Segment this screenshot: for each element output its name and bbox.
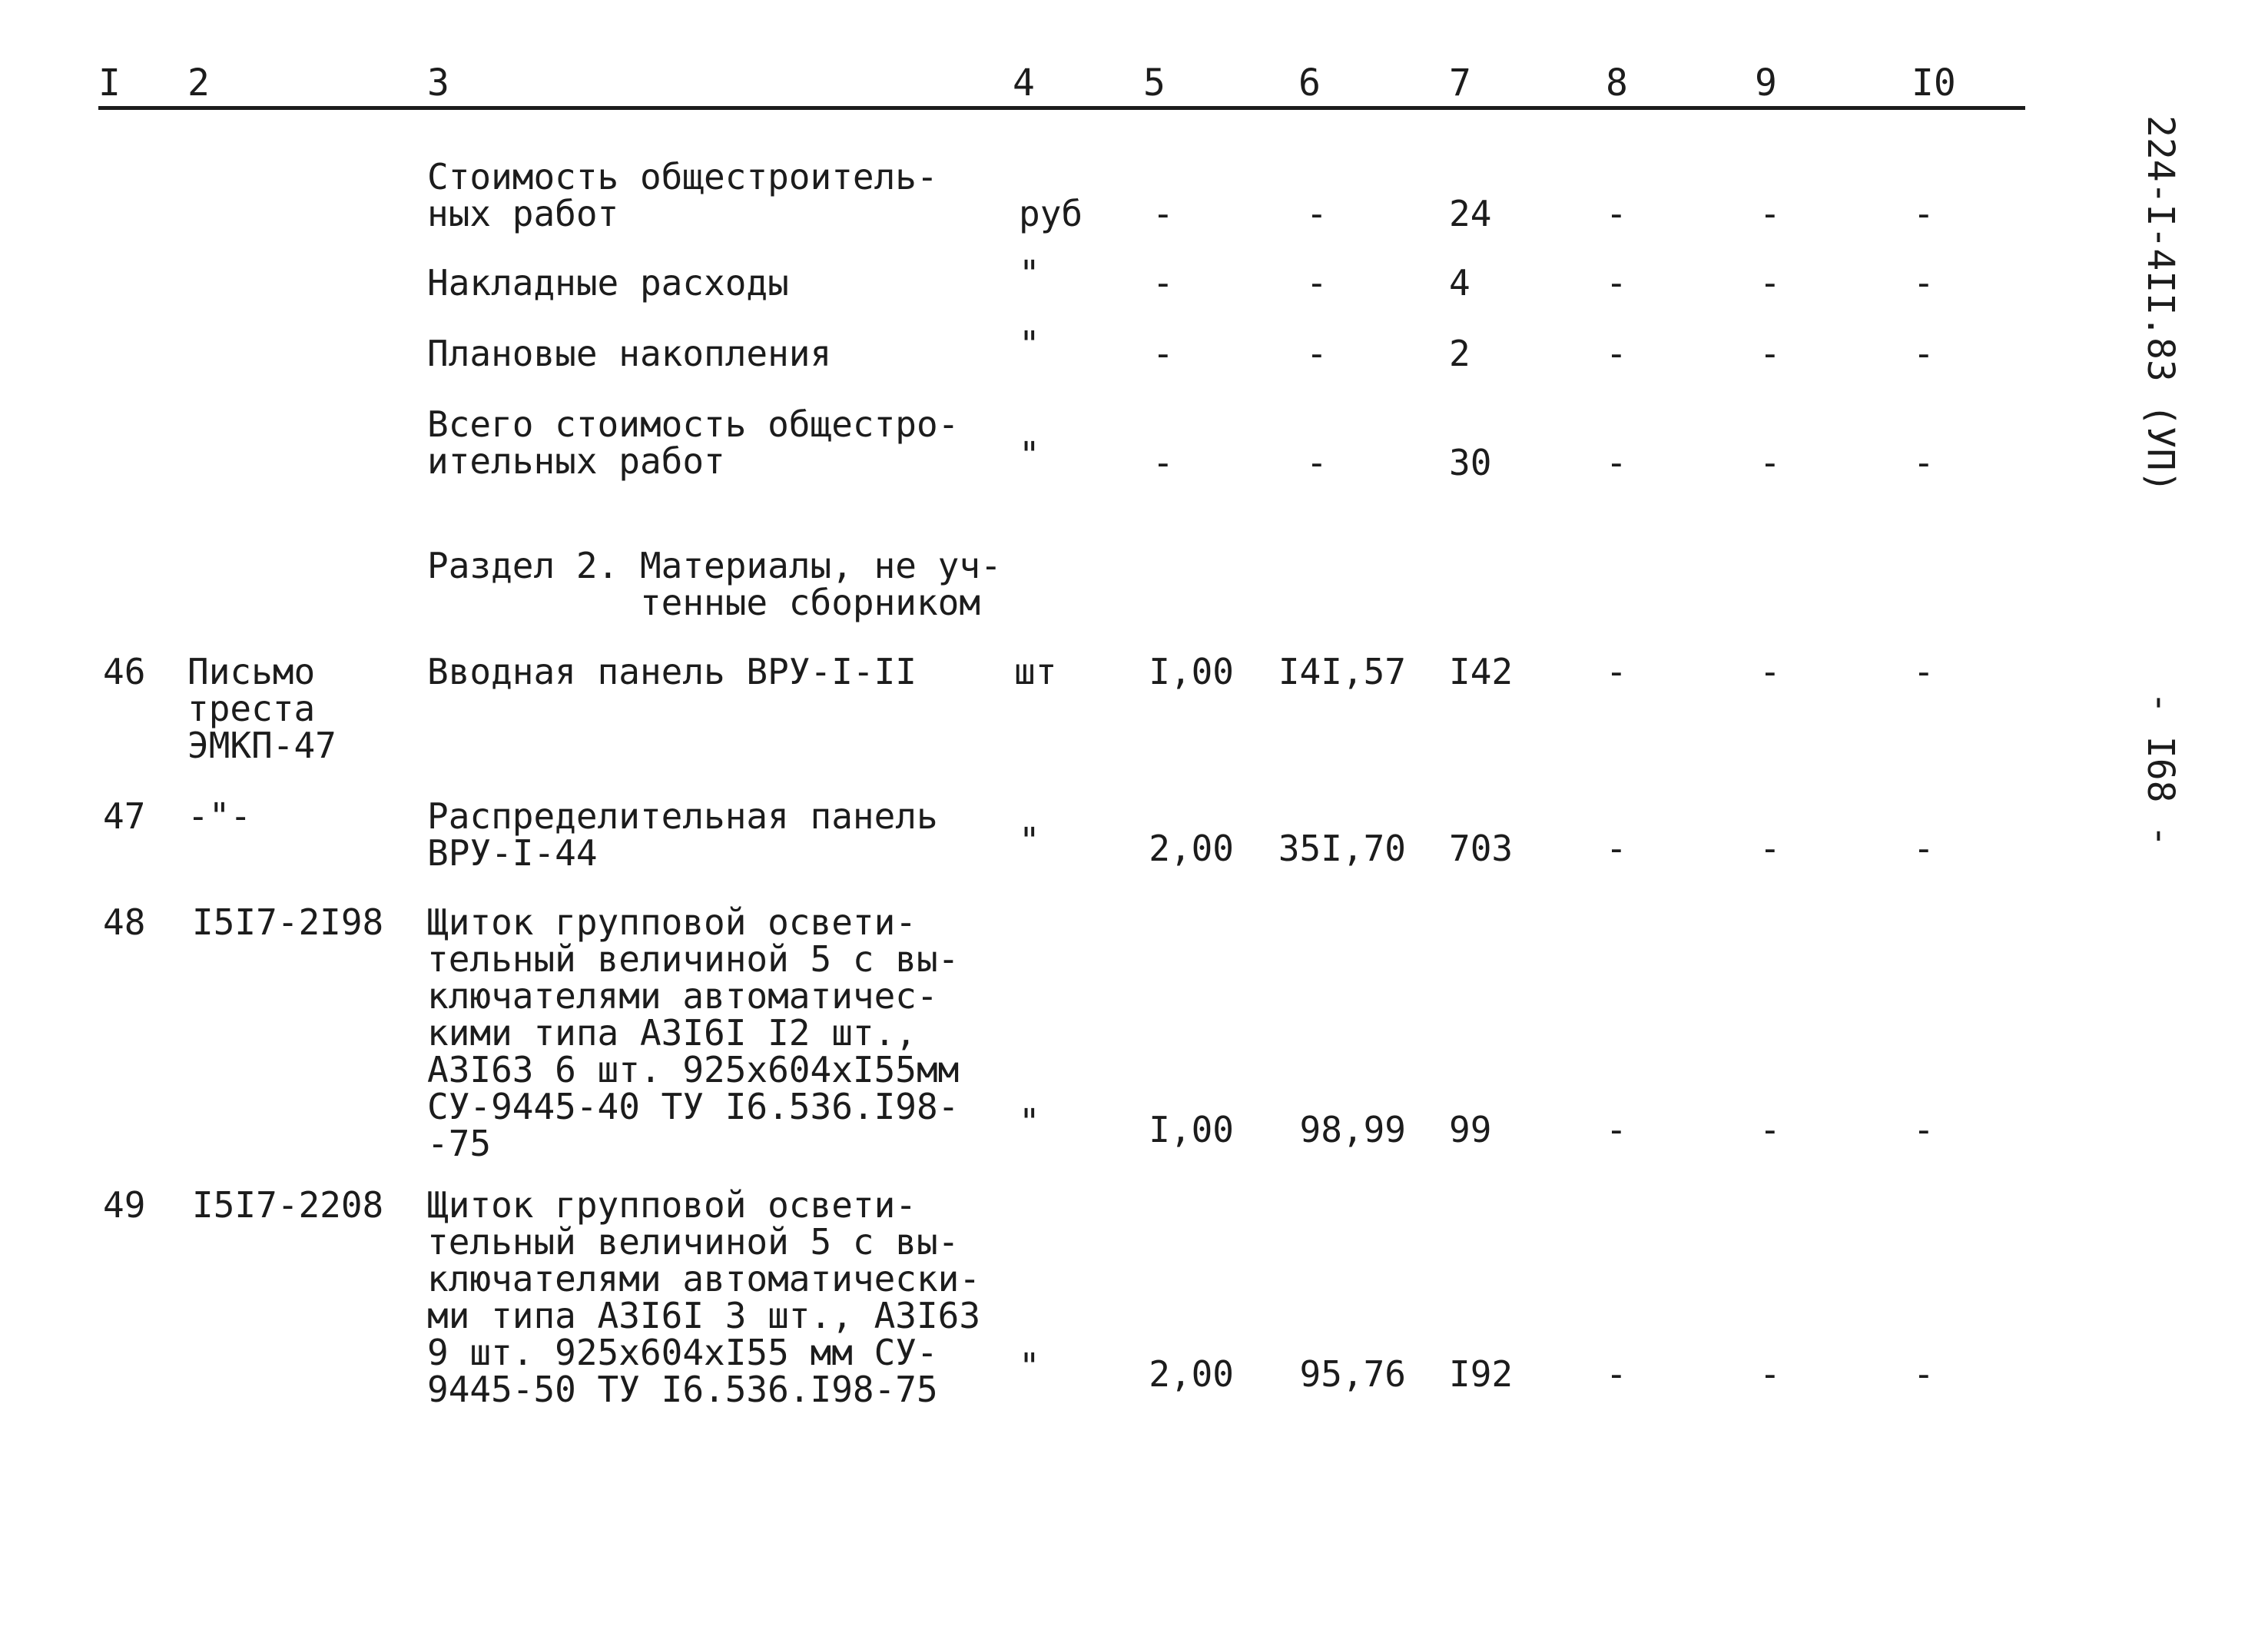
row-c5-overhead: - (1152, 262, 1174, 304)
item-48-name: Щиток групповой освети- тельный величиной 5 с вы- ключателями автоматичес- кими типа А3I6I I2 шт., А3I63 6 шт. 925х604хI55мм СУ-9445-40 ТУ I6.536.I98- -75 (427, 901, 960, 1164)
item-46-ref: Письмо треста ЭМКП-47 (187, 651, 337, 766)
row-c9-planned: - (1759, 333, 1781, 374)
column-header-4: 4 (1013, 61, 1035, 105)
item-47-c5: 2,00 (1149, 828, 1234, 869)
item-46-c9: - (1759, 651, 1781, 692)
item-49-c8: - (1606, 1353, 1627, 1395)
column-header-1: I (98, 61, 121, 105)
column-header-9: 9 (1755, 61, 1777, 105)
item-46-unit: шт (1014, 651, 1057, 692)
column-header-3: 3 (427, 61, 449, 105)
column-header-2: 2 (187, 61, 210, 105)
row-unit-planned: " (1019, 324, 1040, 365)
row-c10-planned: - (1913, 333, 1935, 374)
row-unit-total: " (1019, 434, 1040, 476)
item-46-name: Вводная панель ВРУ-I-II (427, 651, 917, 692)
row-c8-planned: - (1606, 333, 1627, 374)
row-c7-total: 30 (1449, 442, 1492, 483)
item-48-c5: I,00 (1149, 1109, 1234, 1150)
item-47-c9: - (1759, 828, 1781, 869)
row-c9-cost: - (1759, 193, 1781, 234)
row-c9-total: - (1759, 442, 1781, 483)
item-47-name: Распределительная панель ВРУ-I-44 (427, 795, 938, 874)
row-c10-overhead: - (1913, 262, 1935, 304)
item-46-no: 46 (103, 651, 146, 692)
column-header-7: 7 (1449, 61, 1471, 105)
row-c6-overhead: - (1306, 262, 1328, 304)
item-48-c10: - (1913, 1109, 1935, 1150)
header-underline (98, 106, 2025, 110)
item-49-ref: I5I7-2208 (192, 1184, 384, 1226)
row-unit-cost: руб (1019, 193, 1083, 234)
row-c6-planned: - (1306, 333, 1328, 374)
item-47-c10: - (1913, 828, 1935, 869)
item-46-c7: I42 (1449, 651, 1514, 692)
row-c10-total: - (1913, 442, 1935, 483)
row-c5-total: - (1152, 442, 1174, 483)
page-number-vertical: - I68 - (2139, 692, 2182, 848)
row-c5-cost: - (1152, 193, 1174, 234)
item-49-unit: " (1019, 1346, 1040, 1387)
item-47-c7: 703 (1449, 828, 1514, 869)
item-49-c9: - (1759, 1353, 1781, 1395)
row-unit-overhead: " (1019, 253, 1040, 294)
item-48-ref: I5I7-2I98 (192, 901, 384, 943)
item-47-c6: 35I,70 (1278, 828, 1406, 869)
row-c8-cost: - (1606, 193, 1627, 234)
row-c7-planned: 2 (1449, 333, 1471, 374)
row-c6-total: - (1306, 442, 1328, 483)
document-code-vertical: 224-I-4II.83 (УП) (2139, 115, 2182, 493)
row-c7-overhead: 4 (1449, 262, 1471, 304)
item-47-c8: - (1606, 828, 1627, 869)
item-48-no: 48 (103, 901, 146, 943)
section-heading: Раздел 2. Материалы, не уч- тенные сборником (427, 545, 1002, 623)
item-49-c10: - (1913, 1353, 1935, 1395)
row-c7-cost: 24 (1449, 193, 1492, 234)
item-47-no: 47 (103, 795, 146, 837)
item-49-c5: 2,00 (1149, 1353, 1234, 1395)
item-49-c7: I92 (1449, 1353, 1514, 1395)
item-49-name: Щиток групповой освети- тельный величиной 5 с вы- ключателями автоматически- ми типа А3I6I 3 шт., А3I63 9 шт. 925х604хI55 мм СУ- 9445-50 ТУ I6.536.I98-75 (427, 1184, 981, 1410)
row-c9-overhead: - (1759, 262, 1781, 304)
column-header-8: 8 (1606, 61, 1628, 105)
item-48-unit: " (1019, 1101, 1040, 1143)
item-46-c10: - (1913, 651, 1935, 692)
item-47-ref: -"- (187, 795, 252, 837)
row-c10-cost: - (1913, 193, 1935, 234)
row-c8-total: - (1606, 442, 1627, 483)
item-49-no: 49 (103, 1184, 146, 1226)
row-name-overhead: Накладные расходы (427, 262, 789, 304)
item-46-c8: - (1606, 651, 1627, 692)
item-48-c7: 99 (1449, 1109, 1492, 1150)
item-46-c6: I4I,57 (1278, 651, 1406, 692)
row-name-total: Всего стоимость общестро- ительных работ (427, 403, 960, 482)
item-48-c8: - (1606, 1109, 1627, 1150)
column-header-10: I0 (1912, 61, 1956, 105)
row-c8-overhead: - (1606, 262, 1627, 304)
row-c5-planned: - (1152, 333, 1174, 374)
item-47-unit: " (1019, 820, 1040, 861)
item-46-c5: I,00 (1149, 651, 1234, 692)
column-header-6: 6 (1298, 61, 1321, 105)
row-c6-cost: - (1306, 193, 1328, 234)
item-49-c6: 95,76 (1299, 1353, 1406, 1395)
row-name-cost: Стоимость общестроитель- ных работ (427, 156, 938, 234)
column-header-5: 5 (1143, 61, 1166, 105)
item-48-c9: - (1759, 1109, 1781, 1150)
item-48-c6: 98,99 (1299, 1109, 1406, 1150)
row-name-planned: Плановые накопления (427, 333, 832, 374)
